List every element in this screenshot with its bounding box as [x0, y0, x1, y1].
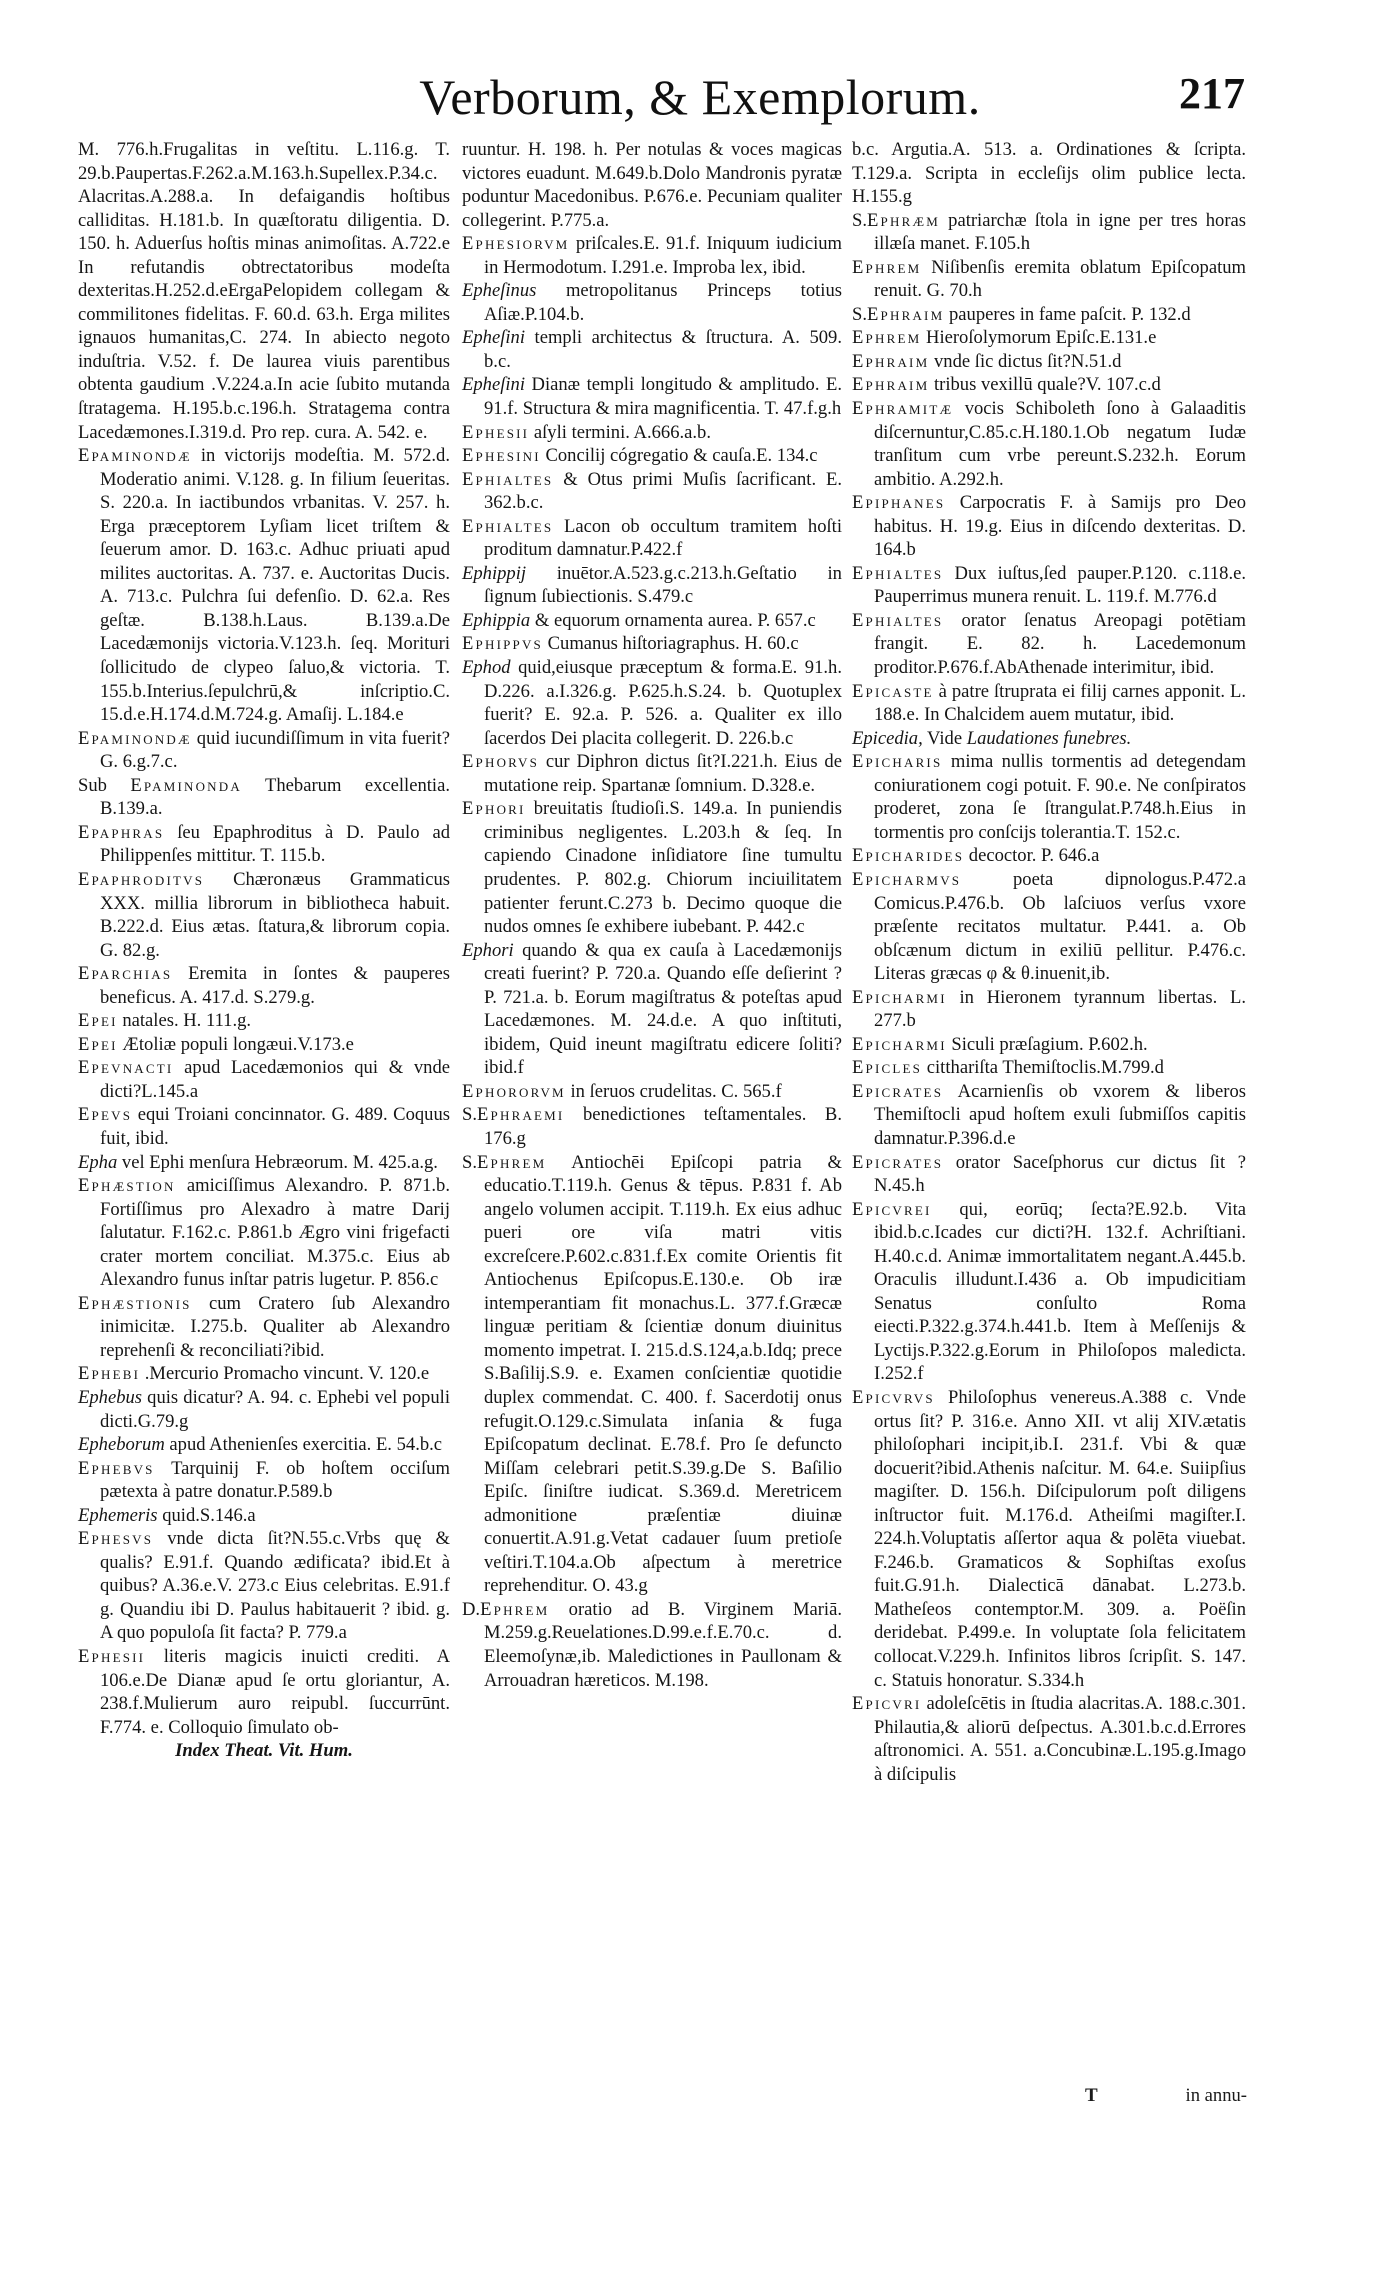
index-entry: [78, 727, 450, 774]
index-entry: [462, 656, 842, 750]
entry-text: ruuntur. H. 198. h. Per notulas & voces magicas victores euadunt. M.649.b.Dolo Mandronis pyratæ poduntur Macedonibus. P.676.e. Pecuniam qualiter collegerint. P.775.a.: [462, 139, 842, 231]
entry-headword: Ephialtes: [852, 609, 944, 631]
entry-text: orator ſenatus Areopagi potētiam frangit. E. 82. h. Lacedemonum proditor.P.676.f.AbAthenade interimitur, ibid.: [874, 609, 1246, 679]
entry-headword: Epaminondæ: [78, 727, 192, 749]
index-entry: [852, 868, 1246, 986]
entry-headword: Epicvri: [852, 1693, 922, 1715]
index-entry: [78, 1292, 450, 1363]
signature-mark: T: [1085, 2085, 1098, 2106]
running-title: Verborum, & Exemplorum.: [419, 69, 981, 125]
entry-headword: Epevs: [78, 1104, 133, 1126]
index-entry: [852, 209, 1246, 256]
entry-text: Vide: [927, 727, 963, 749]
entry-text: Dianæ templi longitudo & amplitudo. E. 91.f. Structura & mira magnificentia. T. 47.f.g.h: [484, 374, 842, 420]
entry-text: quid.S.146.a: [162, 1504, 256, 1526]
index-entry: [462, 444, 842, 468]
entry-headword: Epicharis: [852, 751, 943, 773]
index-entry: [462, 797, 842, 938]
index-entry: [462, 1080, 842, 1104]
entry-text: pauperes in fame paſcit. P. 132.d: [948, 303, 1191, 325]
entry-headword: Epicaste: [852, 680, 934, 702]
index-entry: [462, 1103, 842, 1150]
entry-text: apud Lacedæmonios qui & vnde dicti?L.145.a: [100, 1057, 450, 1102]
entry-cross-reference: Laudationes funebres.: [966, 727, 1132, 749]
index-entry: [852, 1080, 1246, 1151]
entry-text: vocis Schiboleth ſono à Galaaditis diſcernuntur,C.85.c.H.180.1.Ob negatum Iudæ tranſitum cum vrbe pereunt.S.232.h. Eorum ambitio. A.292.h.: [874, 398, 1246, 490]
entry-headword: Ephraim: [852, 350, 930, 372]
index-entry: [78, 821, 450, 868]
entry-headword: Ephesii: [462, 421, 530, 443]
entry-text: à patre ſtruprata ei filij carnes apponit. L. 188.e. In Chalcidem auem mutatur, ibid.: [874, 680, 1246, 726]
entry-text: Philoſophus venereus.A.388 c. Vnde ortus ſit? P. 316.e. Anno XII. vt alij XIV.ætatis philoſophari incipit,ib.I. 231.f. Vbi & quæ docuerit?ibid.Athenis naſcitur. M. 64.e. Suiipſius magiſter. D. 156.h. Diſcipulorum poſt diligens inſtructor fuit. M.176.d. Atheiſmi magiſter.I. 224.h.Voluptatis aſſertor aqua & polēta viuebat. F.246.b. Gramaticos & Sophiſtas exoſus fuit.G.91.h. Dialecticā dānabat. L.273.b. Matheſeos contemptor.M. 309. a. Poëſin deridebat. P.499.e. In voluptate ſola felicitatem collocat.V.229.h. Infinitos libros ſcripſit. S. 147. c. Statuis honoratur. S.334.h: [874, 1386, 1246, 1691]
entry-text: aſyli termini. A.666.a.b.: [533, 421, 712, 443]
entry-headword: Ephialtes: [462, 468, 554, 490]
entry-headword-italic: Epheſinus: [462, 280, 537, 302]
entry-headword: Ephialtes: [462, 515, 554, 537]
entry-headword-italic: Epicedia,: [852, 727, 923, 749]
index-column-left: [78, 138, 450, 1763]
index-entry: [852, 1198, 1246, 1386]
entry-headword: Ephialtes: [852, 562, 944, 584]
entry-headword: Epicharmi: [852, 986, 947, 1008]
entry-headword-italic: Ephippia: [462, 609, 531, 631]
entry-headword: Ephori: [462, 798, 526, 820]
entry-text: cum Cratero ſub Alexandro inimicitæ. I.275.b. Qualiter ab Alexandro reprehenſi & reconciliati?ibid.: [100, 1292, 450, 1361]
index-entry: [462, 232, 842, 279]
page-header: [0, 68, 1399, 138]
entry-text: amiciſſimus Alexandro. P. 871.b. Fortiſſimus pro Alexadro à matre Darij ſalutatur. F.162.c. P.861.b Ægro vini frigefacti crater mortem conciliat. M.375.c. Eius ab Alexandro funus inſtar patris lugetur. P. 856.c: [100, 1175, 450, 1291]
entry-text: ſeu Epaphroditus à D. Paulo ad Philippenſes mittitur. T. 115.b.: [100, 821, 450, 867]
entry-headword: Ephrem: [852, 327, 922, 349]
index-entry: [78, 1457, 450, 1504]
index-entry: [78, 1433, 450, 1457]
entry-headword: Epicvrvs: [852, 1386, 935, 1408]
entry-headword: Ephesii: [78, 1646, 146, 1667]
entry-headword-italic: Ephippij: [462, 562, 527, 584]
entry-headword: Ephesvs: [78, 1528, 154, 1550]
entry-text: Eremita in ſontes & pauperes beneficus. A. 417.d. S.279.g.: [100, 963, 450, 1008]
entry-text: natales. H. 111.g.: [122, 1010, 252, 1032]
entry-text: citthariſta Themiſtoclis.M.799.d: [926, 1057, 1164, 1079]
entry-text: benedictiones teſtamentales. B. 176.g: [484, 1104, 842, 1149]
entry-text: & equorum ornamenta aurea. P. 657.c: [534, 609, 816, 631]
entry-headword-italic: Epheſini: [462, 327, 525, 349]
index-entry: [852, 727, 1246, 751]
entry-headword: Epaphras: [78, 821, 165, 843]
index-entry: [78, 1033, 450, 1057]
index-entry: [78, 1645, 450, 1739]
entry-headword: Ephæstionis: [78, 1292, 192, 1314]
entry-headword: Epaminondæ: [78, 445, 192, 467]
entry-headword: Ephraim: [867, 303, 945, 325]
entry-text: Carpocratis F. à Samijs pro Deo habitus. H. 19.g. Eius in diſcendo dexteritas. D. 164.b: [874, 492, 1246, 561]
entry-headword: Epicharides: [852, 845, 965, 867]
entry-text: b.c. Argutia.A. 513. a. Ordinationes & ſcripta. T.129.a. Scripta in eccleſijs olim publice lecta. H.155.g: [852, 139, 1246, 208]
index-entry: [78, 774, 450, 821]
entry-text: Niſibenſis eremita oblatum Epiſcopatum renuit. G. 70.h: [874, 256, 1246, 302]
entry-headword: Epevnacti: [78, 1057, 174, 1079]
entry-text: inuētor.A.523.g.c.213.h.Geſtatio in ſignum ſubiectionis. S.479.c: [484, 562, 842, 608]
entry-headword: Ephrem: [480, 1598, 550, 1620]
entry-text: tribus vexillū quale?V. 107.c.d: [933, 374, 1161, 396]
entry-headword-italic: Epheſini: [462, 374, 525, 396]
entry-headword-italic: Ephemeris: [78, 1504, 158, 1526]
entry-text: adoleſcētis in ſtudia alacritas.A. 188.c.301. Philautia,& aliorū deſpectus. A.301.b.c.d.Errores aſtronomici. A. 551. a.Concubinæ.L.195.g.Imago à diſcipulis: [874, 1693, 1247, 1785]
entry-text: Concilij cógregatio & cauſa.E. 134.c: [545, 445, 818, 467]
entry-text: oratio ad B. Virginem Mariā. M.259.g.Reuelationes.D.99.e.f.E.70.c. d. Eleemoſynæ,ib. Maledictiones in Paullonam & Arrouadran hæreticos. M.198.: [484, 1598, 842, 1691]
entry-headword: Ephraim: [852, 374, 930, 396]
entry-text: vel Ephi menſura Hebræorum. M. 425.a.g.: [121, 1151, 438, 1173]
index-entry: [852, 491, 1246, 562]
index-entry: [852, 680, 1246, 727]
entry-headword: Epicrates: [852, 1080, 944, 1102]
index-entry: [462, 609, 842, 633]
entry-text: Cumanus hiſtoriagraphus. H. 60.c: [547, 633, 799, 655]
index-entry: [462, 515, 842, 562]
index-column-middle: [462, 138, 842, 1692]
page-footer: Index Theat. Vit. Hum.: [175, 1740, 353, 1762]
entry-headword: Ephesiorvm: [462, 233, 570, 255]
entry-prefix: S.: [462, 1151, 477, 1173]
entry-text: priſcales.E. 91.f. Iniquum iudicium in Hermodotum. I.291.e. Improba lex, ibid.: [484, 233, 842, 278]
index-entry: [462, 1151, 842, 1598]
entry-text: Siculi præſagium. P.602.h.: [951, 1033, 1148, 1055]
index-column-right: [852, 138, 1246, 1786]
entry-text: breuitatis ſtudioſi.S. 149.a. In puniendis criminibus negligentes. L.203.h & ſeq. In capiendo Cinadone inſidiatore ſine tumultu prudentes. P. 802.g. Chiorum inciuilitatem patienter ferunt.C.273 b. Decimo quoque die nudos omnes ſe exhibere iubebant. P. 442.c: [484, 798, 842, 938]
index-entry: [462, 421, 842, 445]
index-entry: [78, 444, 450, 727]
index-entry: [852, 1692, 1246, 1786]
entry-text: in ſeruos crudelitas. C. 565.f: [570, 1080, 782, 1102]
index-entry: [78, 1386, 450, 1433]
entry-text: templi architectus & ſtructura. A. 509. b.c.: [484, 327, 842, 372]
entry-headword: Eparchias: [78, 963, 173, 985]
entry-text: Dux iuſtus,ſed pauper.P.120. c.118.e. Pauperrimus munera renuit. L. 119.f. M.776.d: [874, 562, 1246, 608]
entry-text: equi Troiani concinnator. G. 489. Coquus fuit, ibid.: [100, 1104, 450, 1149]
entry-prefix: Sub: [78, 774, 131, 796]
index-entry: [78, 868, 450, 962]
entry-text: Antiochēi Epiſcopi patria & educatio.T.119.h. Genus & tēpus. P.831 f. Ab angelo volumen accipit. T.119.h. Ex eius adhuc pueri ore viſa matri vitis excreſcere.P.602.c.831.f.Ex comite Orientis fit Antiochenus Epiſcopus.E.130.e. Ob iræ intemperantiam fit monachus.L. 377.f.Græcæ linguæ peritiam & ſcientiæ donum diuinitus momento impetrat. I. 215.d.S.124,a.b.Idq; prece S.Baſilij.S.9. e. Examen conſcientiæ quotidie duplex commendat. C. 400. f. Sacerdotij onus refugit.O.129.c.Simulata inſania & fuga Epiſcopatum declinat. E.78.f. Pro ſe defuncto Miſſam celebrari petit.S.39.g.De S. Baſilio Epiſc. ſiniſtre iudicat. S.369.d. Meretricem admonitione præſentiæ diuinæ conuertit.A.91.g.Vetat cadauer ſuum pretioſe veſtiri.T.104.a.Ob aſpectum à meretrice reprehenditur. O. 43.g: [484, 1151, 843, 1597]
index-entry: [78, 1151, 450, 1175]
entry-headword: Epaminonda: [130, 774, 242, 796]
entry-text: Chæronæus Grammaticus XXX. millia librorum in bibliotheca habuit. B.222.d. Eius ætas. ſtatura,& librorum copia. G. 82.g.: [100, 868, 450, 961]
index-entry: [78, 1103, 450, 1150]
index-entry: [462, 562, 842, 609]
index-entry: [852, 256, 1246, 303]
entry-headword: Epaphroditvs: [78, 868, 205, 890]
entry-text: quando & qua ex cauſa à Lacedæmonijs creati fuerint? P. 720.a. Quando eſſe deſierint ? P. 721.a. b. Eorum magiſtratus & poteſtas apud Lacedæmones. M. 24.d.e. A quo inſtituti, ibidem, Quid ineunt magiſtratu edicere ſoliti? ibid.f: [484, 939, 842, 1079]
entry-text: Tarquinij F. ob hoſtem occiſum pætexta à patre donatur.P.589.b: [100, 1457, 451, 1503]
index-entry: [852, 138, 1246, 209]
index-entry: [78, 138, 450, 444]
entry-text: Hieroſolymorum Epiſc.E.131.e: [926, 327, 1157, 349]
index-entry: [852, 562, 1246, 609]
index-entry: [78, 1009, 450, 1033]
entry-text: in victorijs modeſtia. M. 572.d. Moderatio animi. V.128. g. In filium ſeueritas. S. 220.a. In iactibundos vrbanitas. V. 257. h. Erga præceptorem Lyſiam licet triſtem & ſeuerum amor. D. 163.c. Adhuc priuati apud milites auctoritas. A. 737. e. Auctoritas Ducis. A. 713.c. Pulchra ſui defenſio. D. 62.a. Res geſtæ. B.138.h.Laus. B.139.a.De Lacedæmonijs victoria.V.123.h. ſeq. Morituri ſollicitudo de clypeo ſaluo,& victoria. T. 155.b.Interius.ſepulchrū,& inſcriptio.C. 15.d.e.H.174.d.M.724.g. Amaſij. L.184.e: [100, 445, 450, 726]
entry-headword: Epei: [78, 1010, 118, 1032]
entry-headword-italic: Ephebus: [78, 1386, 143, 1408]
entry-headword: Ephippvs: [462, 633, 543, 655]
entry-headword-italic: Epheborum: [78, 1434, 165, 1456]
entry-text: literis magicis inuicti crediti. A 106.e.De Dianæ apud ſe ortu gloriantur, A. 238.f.Mulierum auro reipubl. ſuccurrūnt. F.774. e. Colloquio ſimulato ob-: [100, 1646, 450, 1738]
entry-headword-italic: Ephori: [462, 939, 514, 961]
entry-text: patriarchæ ſtola in igne per tres horas illæſa manet. F.105.h: [874, 209, 1246, 255]
entry-prefix: S.: [462, 1104, 477, 1126]
entry-text: vnde ſic dictus ſit?N.51.d: [933, 350, 1122, 372]
entry-headword: Ephræm: [867, 209, 940, 231]
entry-text: & Otus primi Muſis ſacrificant. E. 362.b.c.: [484, 468, 842, 514]
entry-headword: Epicrates: [852, 1151, 944, 1173]
entry-headword: Ephebi: [78, 1363, 141, 1385]
index-entry: [852, 1033, 1246, 1057]
index-entry: [462, 326, 842, 373]
entry-text: Thebarum excellentia. B.139.a.: [100, 774, 450, 820]
entry-text: quid,eiusque præceptum & forma.E. 91.h. D.226. a.I.326.g. P.625.h.S.24. b. Quotuplex fuerit? E. 92.a. P. 526. a. Qualiter ex illo ſacerdos Dei placita collegerit. D. 226.b.c: [484, 657, 842, 749]
index-entry: [462, 750, 842, 797]
entry-text: Acarnienſis ob vxorem & liberos Themiſtocli apud hoſtem exuli ſubmiſſos capitis damnatur.P.396.d.e: [874, 1080, 1247, 1149]
entry-text: vnde dicta ſit?N.55.c.Vrbs quę & qualis? E.91.f. Quando ædificata? ibid.Et à quibus? A.36.e.V. 273.c Eius celebritas. E.91.f g. Quandiu ibi D. Paulus habitauerit ? ibid. g. A quo populoſa ſit facta? P. 779.a: [100, 1528, 450, 1644]
entry-headword-italic: Ephod: [462, 657, 511, 679]
entry-headword: Epiphanes: [852, 492, 946, 514]
entry-headword: Ephebvs: [78, 1457, 155, 1479]
index-entry: [852, 750, 1246, 844]
entry-text: mima nullis tormentis ad detegendam coniurationem cogi potuit. F. 90.e. Ne conſpiratos proderet, zona ſe ſtrangulat.P.748.h.Eius in tormentis pro conſcijs tolerantia.T. 152.c.: [874, 751, 1246, 843]
index-entry: [462, 1598, 842, 1692]
index-entry: [78, 1504, 450, 1528]
index-entry: [78, 1527, 450, 1645]
entry-text: cur Diphron dictus ſit?I.221.h. Eius de mutatione reip. Spartanæ ſomnium. D.328.e.: [484, 751, 842, 796]
index-entry: [852, 986, 1246, 1033]
index-entry: [462, 939, 842, 1080]
entry-text: qui, eorūq; ſecta?E.92.b. Vita ibid.b.c.Icades cur dicti?H. 132.f. Achriſtiani. H.40.c.d. Animæ immortalitatem negant.A.445.b. Oraculis illudunt.I.436 a. Ob impudicitiam Senatus conſulto Roma eiecti.P.322.g.374.h.441.b. Item à Meſſenijs & Lyctijs.P.322.g.Eorum in Philoſopos maledicta. I.252.f: [874, 1198, 1247, 1385]
entry-text: orator Saceſphorus cur dictus ſit ? N.45.h: [874, 1151, 1246, 1197]
entry-headword: Epei: [78, 1033, 118, 1055]
index-entry: [852, 1056, 1246, 1080]
entry-text: apud Athenienſes exercitia. E. 54.b.c: [169, 1434, 443, 1456]
entry-headword: Ephororvm: [462, 1080, 566, 1102]
entry-headword-italic: Epha: [78, 1151, 118, 1173]
entry-headword: Epicharmi: [852, 1033, 947, 1055]
entry-text: Ætoliæ populi longæui.V.173.e: [122, 1033, 354, 1055]
entry-prefix: S.: [852, 209, 867, 231]
page-number: 217: [1179, 69, 1245, 118]
index-entry: [852, 1386, 1246, 1692]
entry-text: M. 776.h.Frugalitas in veſtitu. L.116.g. T. 29.b.Paupertas.F.262.a.M.163.h.Supellex.P.34.c. Alacritas.A.288.a. In defaigandis hoſtibus calliditas. H.181.b. In quæſtoratu diligentia. D. 150. h. Aduerſus hoſtis minas animoſitas. A.722.e In refutandis obtrectatoribus modeſta dexteritas.H.252.d.eErgaPelopidem collegam & commilitones fidelitas. F. 60.d. 63.h. Erga milites ignauos humanitas,C. 274. In abiecto negoto induſtria. V.52. f. De laurea viuis parentibus obtenta gaudium .V.224.a.In acie ſubito mutanda ſtratagema. H.195.b.c.196.h. Stratagema contra Lacedæmones.I.319.d. Pro rep. cura. A. 542. e.: [78, 139, 450, 443]
entry-headword: Ephesini: [462, 445, 541, 467]
index-entry: [852, 326, 1246, 350]
entry-headword: Ephorvs: [462, 751, 540, 773]
index-entry: [852, 1151, 1246, 1198]
entry-text: poeta dipnologus.P.472.a Comicus.P.476.b. Ob laſciuos verſus vxore præſente recitatos multatur. P.441. a. Ob obſcænum dictum in exiliū pellitur. P.476.c. Literas græcas φ & θ.inuenit,ib.: [874, 868, 1246, 985]
index-entry: [462, 373, 842, 420]
index-entry: [462, 138, 842, 232]
index-entry: [852, 844, 1246, 868]
index-entry: [78, 1056, 450, 1103]
index-entry: [78, 962, 450, 1009]
entry-headword: Epicvrei: [852, 1198, 932, 1220]
entry-headword: Ephrem: [477, 1151, 547, 1173]
entry-headword: Ephramitæ: [852, 398, 954, 420]
entry-text: .Mercurio Promacho vincunt. V. 120.e: [144, 1363, 430, 1385]
entry-text: decoctor. P. 646.a: [968, 845, 1100, 867]
index-entry: [462, 279, 842, 326]
entry-text: Lacon ob occultum tramitem hoſti proditum damnatur.P.422.f: [484, 515, 842, 561]
index-entry: [852, 303, 1246, 327]
entry-text: quid iucundiſſimum in vita fuerit? G. 6.g.7.c.: [100, 727, 450, 773]
index-entry: [78, 1174, 450, 1292]
entry-headword: Epicles: [852, 1057, 923, 1079]
entry-prefix: D.: [462, 1598, 481, 1620]
entry-prefix: S.: [852, 303, 867, 325]
index-entry: [852, 373, 1246, 397]
entry-text: in Hieronem tyrannum libertas. L. 277.b: [874, 986, 1246, 1032]
entry-headword: Ephraemi: [477, 1104, 565, 1126]
entry-text: quis dicatur? A. 94. c. Ephebi vel populi dicti.G.79.g: [100, 1386, 450, 1432]
entry-headword: Ephrem: [852, 256, 922, 278]
index-entry: [462, 468, 842, 515]
entry-headword: Ephæstion: [78, 1175, 176, 1197]
entry-headword: Epicharmvs: [852, 868, 962, 890]
index-entry: [852, 350, 1246, 374]
entry-text: metropolitanus Princeps totius Aſiæ.P.104.b.: [484, 280, 842, 325]
index-entry: [462, 632, 842, 656]
catchword: in annu-: [1185, 2085, 1247, 2106]
index-entry: [78, 1362, 450, 1386]
index-entry: [852, 609, 1246, 680]
index-entry: [852, 397, 1246, 491]
